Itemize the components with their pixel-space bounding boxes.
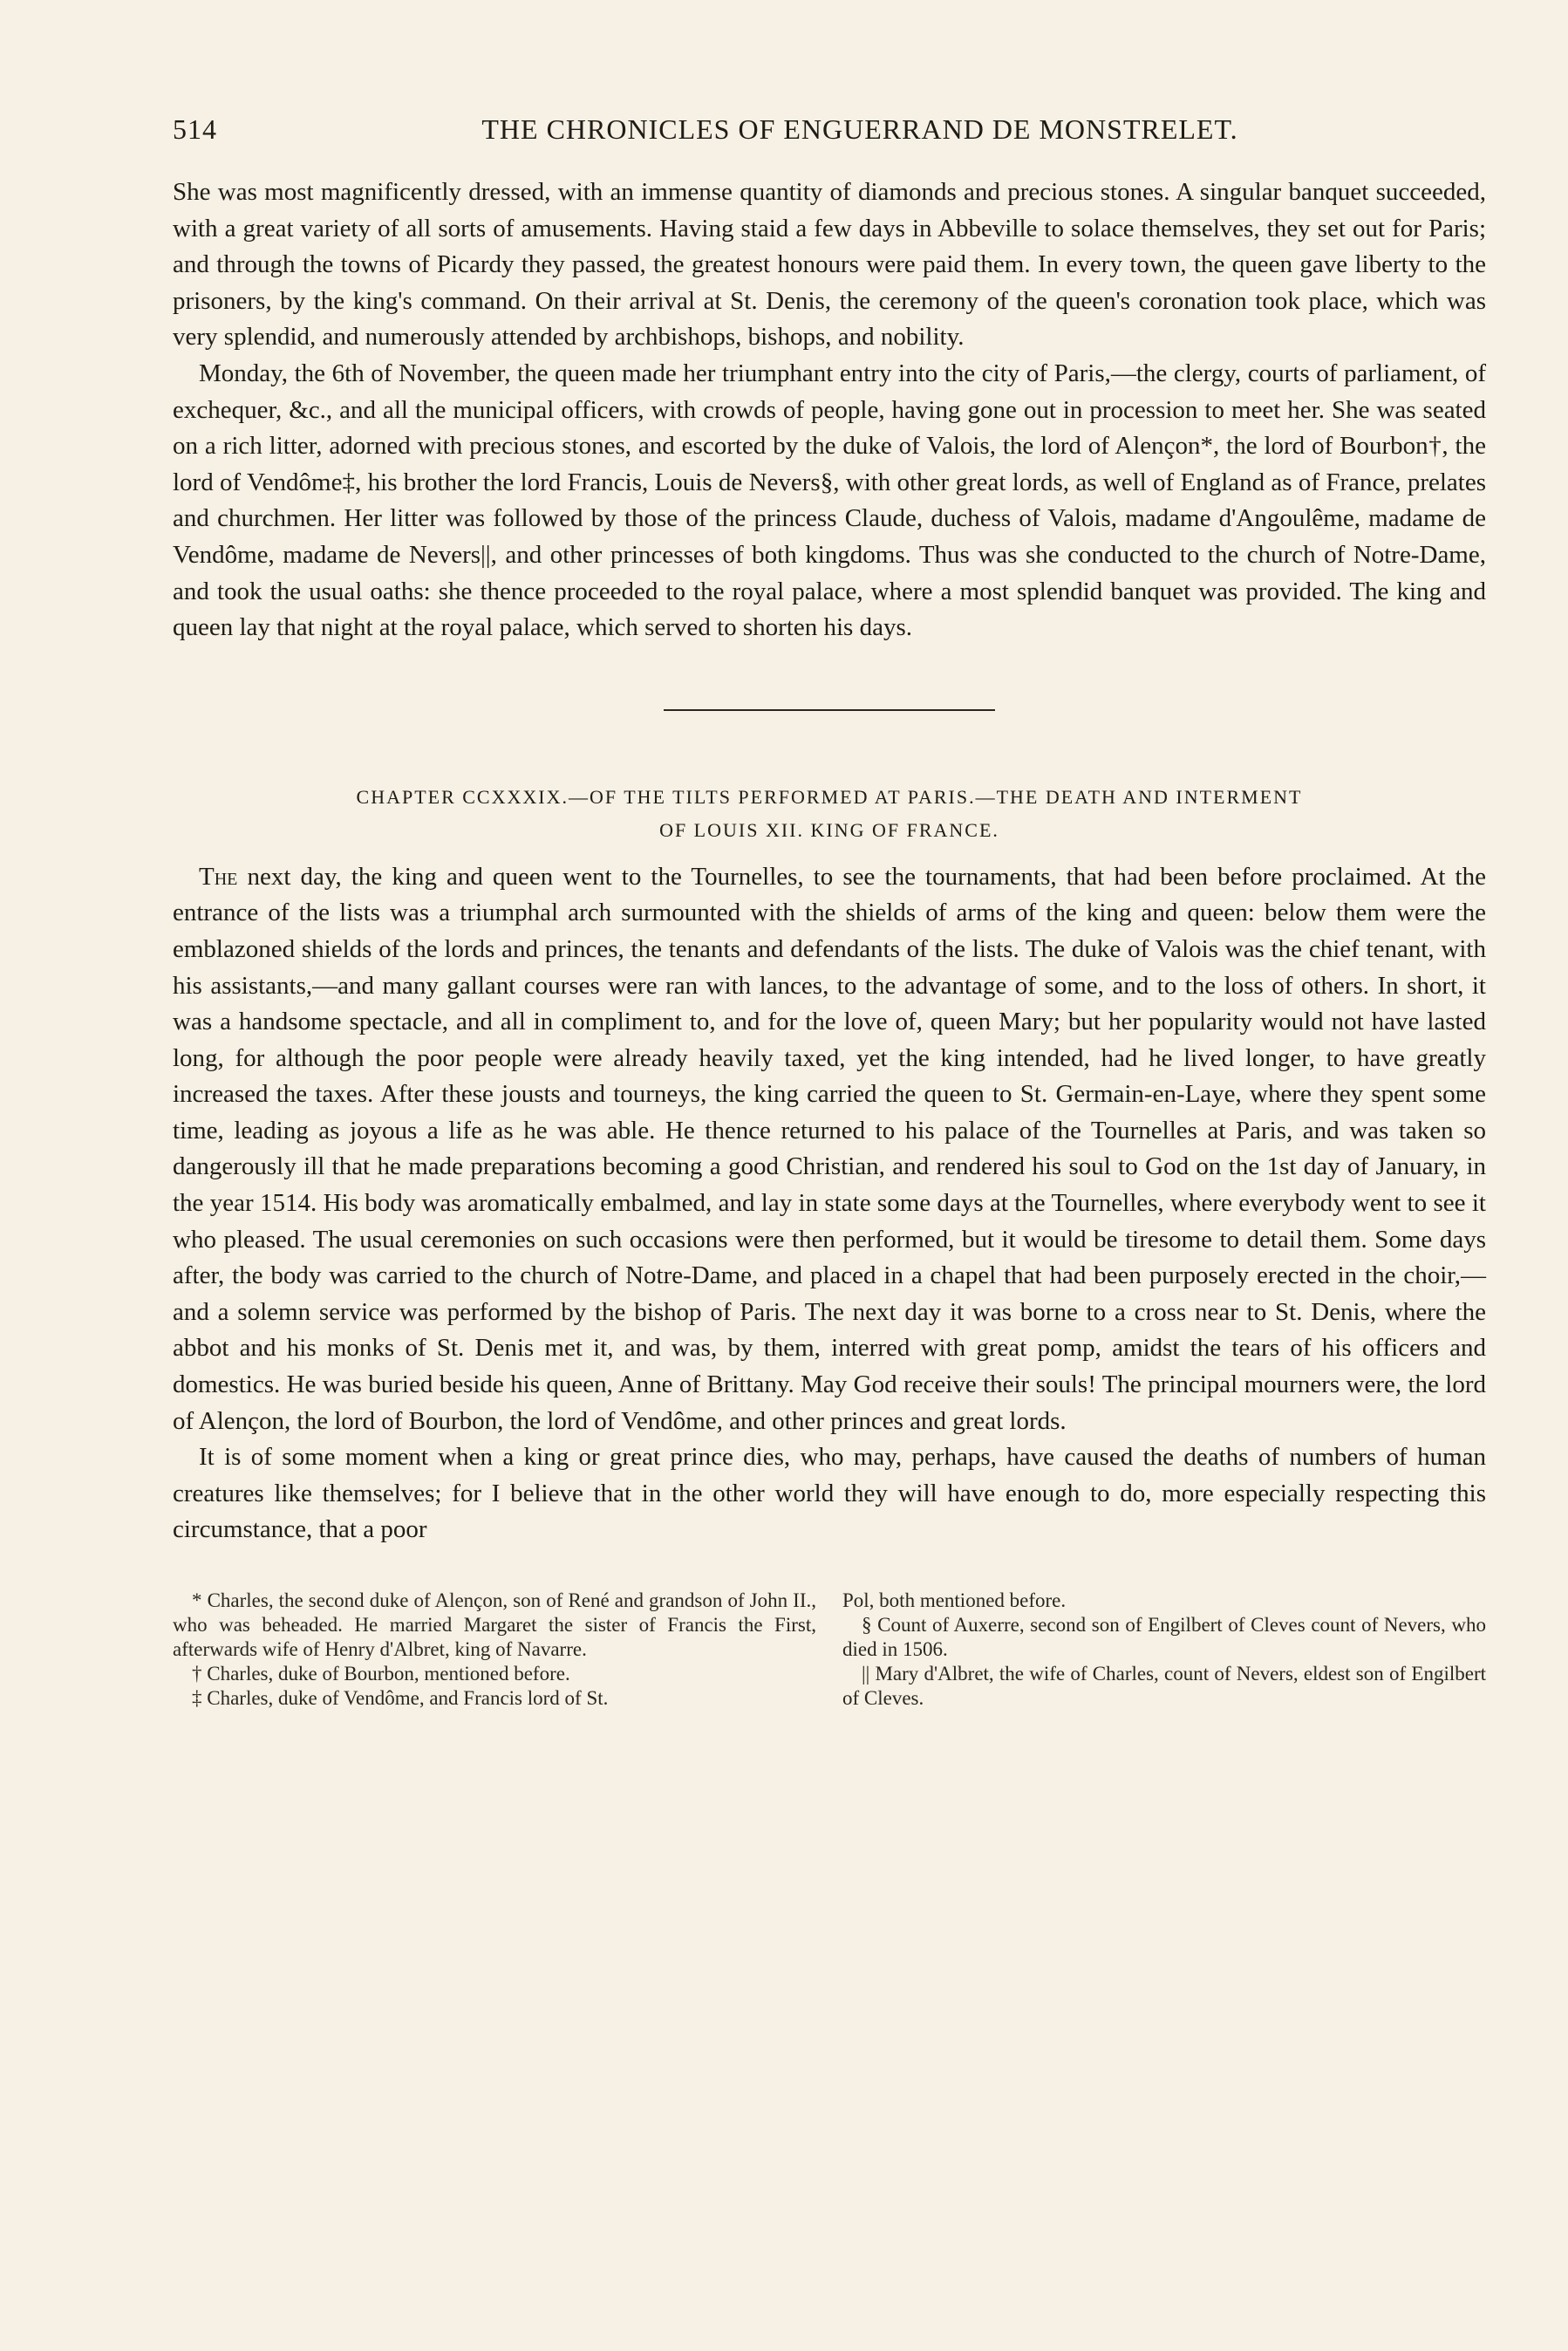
chapter-first-word: The — [199, 862, 238, 891]
page-number: 514 — [173, 113, 217, 145]
running-title: THE CHRONICLES OF ENGUERRAND DE MONSTRELET. — [481, 113, 1238, 145]
book-page — [173, 103, 1486, 1711]
section-one-text — [173, 174, 1486, 646]
chapter-paragraph-1 — [173, 859, 1486, 1440]
section-divider — [664, 709, 995, 711]
footnote-mary-dalbret: || Mary d'Albret, the wife of Charles, count of Nevers, eldest son of Engilbert of Cleves. — [842, 1663, 1486, 1709]
footnote-alencon: * Charles, the second duke of Alençon, son of René and grandson of John II., who was beheaded. He married Margaret the sister of Francis the First, afterwards wife of Henry d'Albret, king of Navarre. — [173, 1589, 816, 1660]
chapter-heading — [173, 781, 1486, 847]
footnotes — [173, 1589, 1486, 1711]
chapter-heading-line-1: CHAPTER CCXXXIX.—OF THE TILTS PERFORMED AT PARIS.—THE DEATH AND INTERMENT — [356, 785, 1303, 808]
chapter-text — [173, 859, 1486, 1548]
chapter-paragraph-1-text: next day, the king and queen went to the Tournelles, to see the tournaments, that had been before proclaimed. At the entrance of the lists was a triumphal arch surmounted with the shields of arms of the king and queen: below them were the emblazoned shields of the lords and princes, the tenants and defendants of the lists. The duke of Valois was the chief tenant, with his assistants,—and many gallant courses were ran with lances, to the advantage of some, and to the loss of others. In short, it was a handsome spectacle, and all in compliment to, and for the love of, queen Mary; but her popularity would not have lasted long, for although the poor people were already heavily taxed, yet the king intended, had he lived longer, to have greatly increased the taxes. After these jousts and tourneys, the king carried the queen to St. Germain-en-Laye, where they spent some time, leading as joyous a life as he was able. He thence returned to his palace of the Tournelles at Paris, and was taken so dangerously ill that he made preparations becoming a good Christian, and rendered his soul to God on the 1st day of January, in the year 1514. His body was aromatically embalmed, and lay in state some days at the Tournelles, where everybody went to see it who pleased. The usual ceremonies on such occasions were then performed, but it would be tiresome to detail them. Some days after, the body was carried to the church of Notre-Dame, and placed in a chapel that had been purposely erected in the choir,—and a solemn service was performed by the bishop of Paris. The next day it was borne to a cross near to St. Denis, where the abbot and his monks of St. Denis met it, and was, by them, interred with great pomp, amidst the tears of his officers and domestics. He was buried beside his queen, Anne of Brittany. May God receive their souls! The principal mourners were, the lord of Alençon, the lord of Bourbon, the lord of Vendôme, and other princes and great lords. — [173, 862, 1486, 1435]
section-one-paragraph-2: Monday, the 6th of November, the queen made her triumphant entry into the city of Paris,—the clergy, courts of parliament, of exchequer, &c., and all the municipal officers, with crowds of people, having gone out in procession to meet her. She was seated on a rich litter, adorned with precious stones, and escorted by the duke of Valois, the lord of Alençon*, the lord of Bourbon†, the lord of Vendôme‡, his brother the lord Francis, Louis de Nevers§, with other great lords, as well of England as of France, prelates and churchmen. Her litter was followed by those of the princess Claude, duchess of Valois, madame d'Angoulême, madame de Vendôme, madame de Nevers||, and other princesses of both kingdoms. Thus was she conducted to the church of Notre-Dame, and took the usual oaths: she thence proceeded to the royal palace, where a most splendid banquet was provided. The king and queen lay that night at the royal palace, which served to shorten his days. — [173, 359, 1486, 642]
chapter-paragraph-2: It is of some moment when a king or great prince dies, who may, perhaps, have caused the deaths of numbers of human creatures like themselves; for I believe that in the other world they will have enough to do, more especially respecting this circumstance, that a poor — [173, 1443, 1486, 1544]
section-one-paragraph-1: She was most magnificently dressed, with an immense quantity of diamonds and precious stones. A singular banquet succeeded, with a great variety of all sorts of amusements. Having staid a few days in Abbeville to solace themselves, they set out for Paris; and through the towns of Picardy they passed, the greatest honours were paid them. In every town, the queen gave liberty to the prisoners, by the king's command. On their arrival at St. Denis, the ceremony of the queen's coronation took place, which was very splendid, and numerously attended by archbishops, bishops, and nobility. — [173, 178, 1486, 352]
footnote-vendome: ‡ Charles, duke of Vendôme, and Francis lord of St. — [192, 1687, 609, 1709]
footnotes-right-column — [842, 1589, 1486, 1711]
chapter-heading-line-2: OF LOUIS XII. KING OF FRANCE. — [659, 818, 999, 841]
footnote-bourbon: † Charles, duke of Bourbon, mentioned before. — [192, 1663, 570, 1685]
footnotes-left-column — [173, 1589, 816, 1711]
running-head — [173, 103, 1486, 155]
footnote-continuation: Pol, both mentioned before. — [842, 1589, 1067, 1611]
footnote-nevers: § Count of Auxerre, second son of Engilbert of Cleves count of Nevers, who died in 1506. — [842, 1614, 1486, 1660]
